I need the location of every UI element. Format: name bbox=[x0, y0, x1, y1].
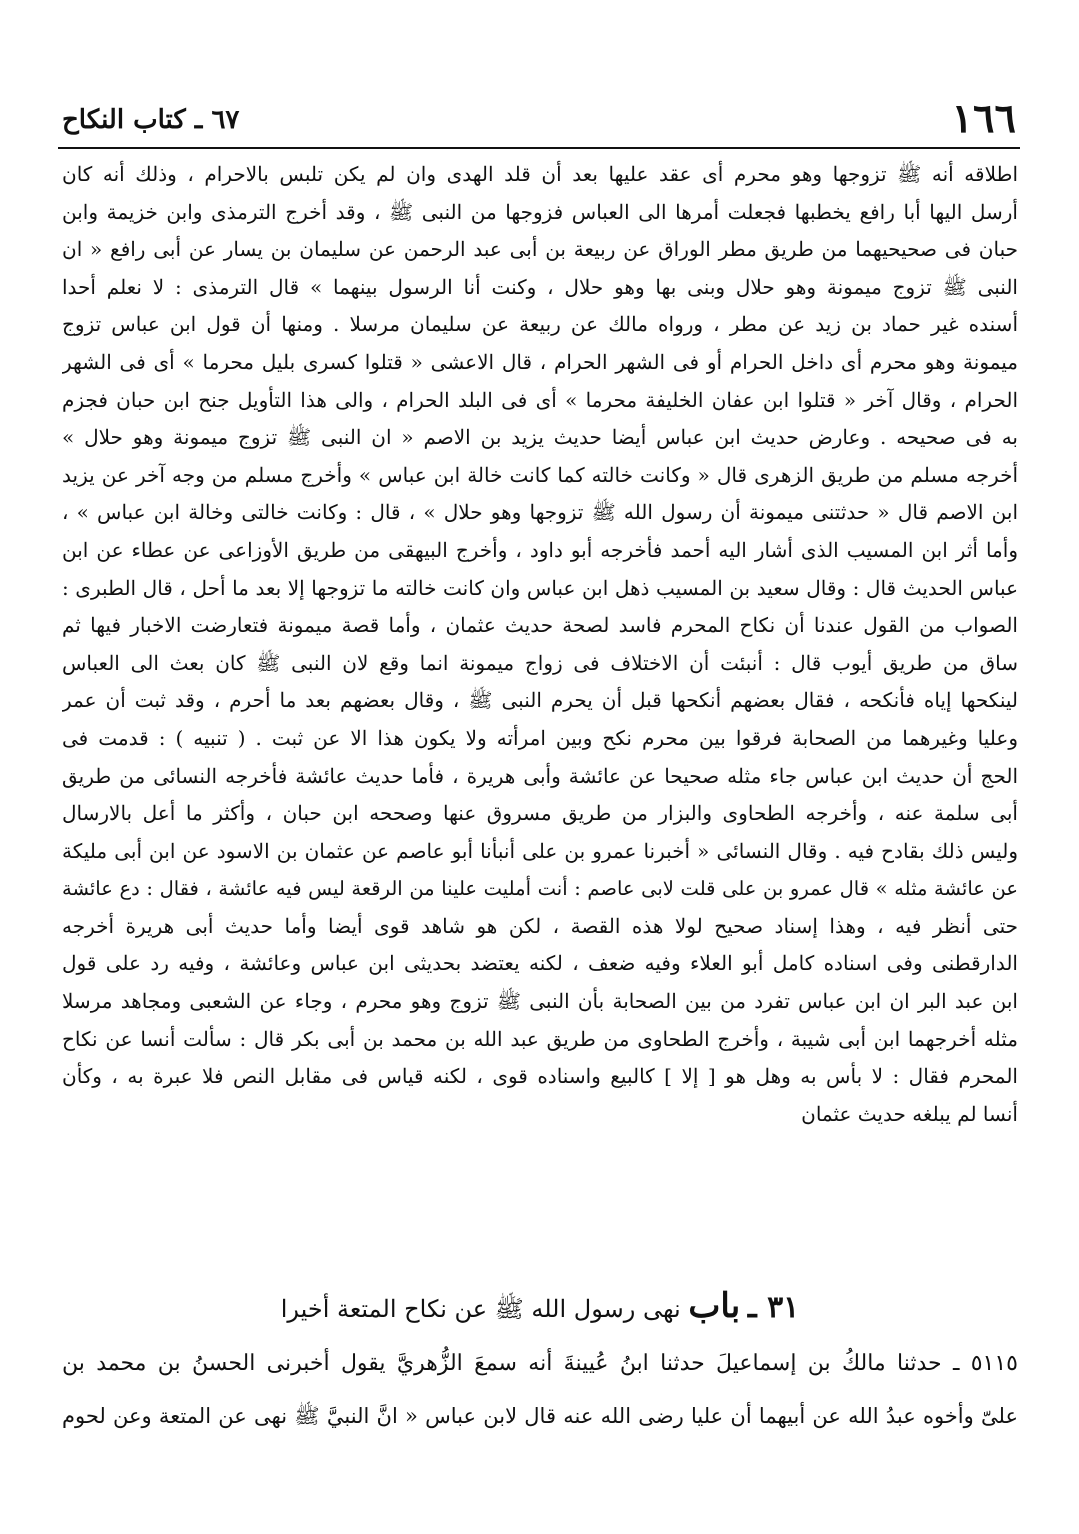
chapter-bab-word: باب bbox=[688, 1286, 741, 1326]
text-line: أخرجه مسلم من طريق الزهرى قال « وكانت خالته كما كانت خالة ابن عباس » وأخرج مسلم من وجه آخر عن يزيد bbox=[62, 462, 1018, 487]
text-line: ابن عبد البر ان ابن عباس تفرد من بين الصحابة بأن النبى ﷺ تزوج وهو محرم ، وجاء عن الشعبى ومجاهد مرسلا bbox=[62, 989, 1018, 1014]
text-line: وعليا وغيرهما من الصحابة فرقوا بين محرم نكح وبين امرأته ولا يكون هذا الا عن ثبت . ( تنبيه ) : قدمت فى bbox=[62, 725, 1018, 750]
header-divider bbox=[58, 147, 1020, 149]
text-line: الحرام ، وقال آخر « قتلوا ابن عفان الخليفة محرما » أى فى البلد الحرام ، والى هذا التأويل جنح ابن حبان فجزم bbox=[62, 387, 1018, 412]
text-line: وأما أثر ابن المسيب الذى أشار اليه أحمد فأخرجه أبو داود ، وأخرج البيهقى من طريق الأوزاعى عن عطاء عن ابن bbox=[62, 537, 1018, 562]
page-header bbox=[58, 96, 1020, 142]
text-line: حتى أنظر فيه ، وهذا إسناد صحيح لولا هذه القصة ، لكن هو شاهد قوى أيضا وأما حديث أبى هريرة أخرجه bbox=[62, 913, 1018, 938]
text-line: وليس ذلك بقادح فيه . وقال النسائى « أخبرنا عمرو بن على أنبأنا أبو عاصم عن عثمان بن الاسود عن ابن أبى مليكة bbox=[62, 838, 1018, 863]
chapter-heading bbox=[62, 1284, 1018, 1331]
text-line: ميمونة وهو محرم أى داخل الحرام أو فى الشهر الحرام ، قال الاعشى « قتلوا كسرى بليل محرما » أى فى الشهر bbox=[62, 349, 1018, 374]
commentary-text bbox=[62, 156, 1018, 1133]
text-line: أنسا لم يبلغه حديث عثمان bbox=[801, 1101, 1018, 1126]
text-line: أبى سلمة عنه ، وأخرجه الطحاوى والبزار من طريق مسروق عنها وصححه ابن حبان ، وأكثر ما أعل بالارسال bbox=[62, 801, 1018, 826]
text-line: به فى صحيحه . وعارض حديث ابن عباس أيضا حديث يزيد بن الاصم « ان النبى ﷺ تزوج ميمونة وهو حلال » bbox=[62, 425, 1018, 450]
text-line: النبى ﷺ تزوج ميمونة وهو حلال وبنى بها وهو حلال ، وكنت أنا الرسول بينهما » قال الترمذى : لا نعلم أحدا bbox=[62, 274, 1018, 299]
hadith-text bbox=[62, 1338, 1018, 1442]
text-line: لينكحها إياه فأنكحه ، فقال بعضهم أنكحها قبل أن يحرم النبى ﷺ ، وقال بعضهم بعد ما أحرم ، وقد ثبت أن عمر bbox=[62, 688, 1018, 713]
text-line: المحرم فقال : لا بأس به وهل هو [ إلا ] كالبيع واسناده قوى ، لكنه قياس فى مقابل النص فلا عبرة به ، وكأن bbox=[62, 1064, 1018, 1089]
text-line: الدارقطنى وفى اسناده كامل أبو العلاء وفيه ضعف ، لكنه يعتضد بحديثى ابن عباس وعائشة ، وفيه رد على قول bbox=[62, 951, 1018, 976]
text-line: مثله أخرجهما ابن أبى شيبة ، وأخرج الطحاوى من طريق عبد الله بن محمد بن أبى بكر قال : سألت أنسا عن نكاح bbox=[62, 1026, 1018, 1051]
text-line: الصواب من القول عندنا أن نكاح المحرم فاسد لصحة حديث عثمان ، وأما قصة ميمونة فتعارضت الاخبار فيها ثم bbox=[62, 613, 1018, 638]
text-line: ساق من طريق أيوب قال : أنبئت أن الاختلاف فى زواج ميمونة انما وقع لان النبى ﷺ كان بعث الى العباس bbox=[62, 650, 1018, 675]
text-line: الحج أن حديث ابن عباس جاء مثله صحيحا عن عائشة وأبى هريرة ، فأما حديث عائشة فأخرجه النسائى من طريق bbox=[62, 763, 1018, 788]
text-line: عباس الحديث قال : وقال سعيد بن المسيب ذهل ابن عباس وان كانت خالته ما تزوجها إلا بعد ما أحل ، قال الطبرى : bbox=[62, 575, 1018, 600]
text-line: حبان فى صحيحيهما من طريق مطر الوراق عن ربيعة بن أبى عبد الرحمن عن سليمان بن يسار عن أبى رافع « ان bbox=[62, 237, 1018, 262]
chapter-number: ٣١ ـ bbox=[747, 1290, 800, 1325]
text-line: عن عائشة مثله » قال عمرو بن على قلت لابى عاصم : أنت أمليت علينا من الرقعة ليس فيه عائشة ، فقال : دع عائشة bbox=[62, 877, 1018, 901]
text-line: أرسل اليها أبا رافع يخطبها فجعلت أمرها الى العباس فزوجها من النبى ﷺ ، وقد أخرج الترمذى وابن خزيمة وابن bbox=[62, 199, 1018, 224]
text-line: أسنده غير حماد بن زيد عن مطر ، ورواه مالك عن ربيعة عن سليمان مرسلا . ومنها أن قول ابن عباس تزوج bbox=[62, 312, 1018, 337]
text-line: اطلاقه أنه ﷺ تزوجها وهو محرم أى عقد عليها بعد أن قلد الهدى وان لم يكن تلبس بالاحرام ، وذلك أنه كان bbox=[62, 162, 1018, 186]
text-line: ابن الاصم قال « حدثتنى ميمونة أن رسول الله ﷺ تزوجها وهو حلال » ، قال : وكانت خالتى وخالة ابن عباس » ، bbox=[62, 500, 1018, 525]
hadith-line: علىّ وأخوه عبدُ الله عن أبيهما أن عليا رضى الله عنه قال لابن عباس « انَّ النبيَّ ﷺ نهى عن المتعة وعن لحوم bbox=[62, 1404, 1018, 1428]
chapter-title: نهى رسول الله ﷺ عن نكاح المتعة أخيرا bbox=[280, 1295, 681, 1323]
page-number: ١٦٦ bbox=[951, 95, 1016, 142]
running-title: ٦٧ ـ كتاب النكاح bbox=[62, 105, 240, 135]
hadith-line: ٥١١٥ ـ حدثنا مالكُ بن إسماعيلَ حدثنا ابنُ عُيينةَ أنه سمعَ الزُّهريَّ يقول أخبرنى الحسنُ بن محمد بن bbox=[62, 1351, 1018, 1376]
